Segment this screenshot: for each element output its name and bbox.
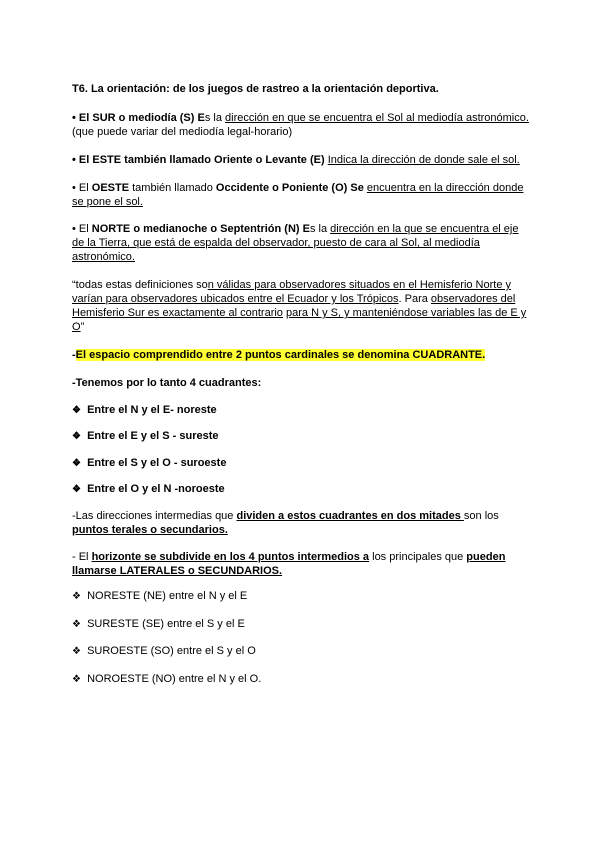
term-este: El ESTE también llamado Oriente o Levante (E): [78, 154, 325, 166]
list-item: ❖ SURESTE (SE) entre el S y el E: [72, 618, 245, 630]
definition-norte: dirección en la que se encuentra el eje de la Tierra, que está de espalda del observador, puesto de cara al Sol, al mediodía astronómico.: [72, 223, 519, 263]
diamond-bullet-icon: ❖: [72, 646, 81, 657]
term-sur: El SUR o mediodía (S) E: [78, 112, 205, 124]
highlighted-cuadrante: El espacio comprendido entre 2 puntos cardinales se denomina CUADRANTE.: [75, 349, 486, 361]
term-norte: NORTE o medianoche o Septentrión (N) E: [91, 223, 310, 235]
list-item: ❖ Entre el N y el E- noreste: [72, 404, 217, 416]
definition-oeste: encuentra en la dirección donde se pone el sol.: [72, 182, 524, 208]
quote-sur: observadores del Hemisferio Sur es exactamente al contrario: [72, 293, 516, 319]
document-title: T6. La orientación: de los juegos de rastreo a la orientación deportiva.: [72, 83, 439, 95]
note-sur: (que puede variar del mediodía legal-horario): [72, 126, 293, 138]
bullet: •: [72, 112, 76, 124]
diamond-bullet-icon: ❖: [72, 674, 81, 685]
diamond-bullet-icon: ❖: [72, 591, 81, 602]
paragraph-sur: • El SUR o mediodía (S) Es la dirección en que se encuentra el Sol al mediodía astronómico. (que puede variar del mediodía legal-horario): [72, 112, 529, 138]
list-item: ❖ Entre el E y el S - sureste: [72, 430, 219, 442]
paragraph-oeste: • El OESTE también llamado Occidente o Poniente (O) Se encuentra en la dirección donde se pone el sol.: [72, 182, 524, 208]
cuadrantes-intro: -Tenemos por lo tanto 4 cuadrantes:: [72, 377, 262, 389]
term-occidente: Occidente o Poniente (O): [215, 182, 348, 194]
quote-norte: n válidas para observadores situados en el Hemisferio Norte y varían para observadores ubicados entre el Ecuador y los Trópicos: [72, 279, 512, 305]
paragraph-quote: “todas estas definiciones son válidas para observadores situados en el Hemisferio Norte y varían para observadores ubicados entre el Ecuador y los Trópicos. Para observadores del Hemisferio Sur es exactamente al contrario para N y S, y manteniéndose variables las de E y O”: [72, 279, 527, 333]
paragraph-este: [72, 153, 520, 167]
diamond-bullet-icon: ❖: [72, 458, 81, 469]
diamond-bullet-icon: ❖: [72, 619, 81, 630]
diamond-bullet-icon: ❖: [72, 405, 81, 416]
list-item: ❖ Entre el O y el N -noroeste: [72, 483, 225, 495]
quote-variables: para N y S, y manteniéndose variables las de E y O: [72, 307, 527, 333]
paragraph-intermedias: -Las direcciones intermedias que dividen a estos cuadrantes en dos mitades son los puntos terales o secundarios.: [72, 510, 499, 536]
paragraph-norte: • El NORTE o medianoche o Septentrión (N) Es la dirección en la que se encuentra el eje de la Tierra, que está de espalda del observador, puesto de cara al Sol, al mediodía astronómico.: [72, 223, 519, 263]
list-item: ❖ SUROESTE (SO) entre el S y el O: [72, 645, 256, 657]
paragraph-horizonte: - El horizonte se subdivide en los 4 puntos intermedios a los principales que pueden llamarse LATERALES o SECUNDARIOS.: [72, 551, 506, 577]
diamond-bullet-icon: ❖: [72, 484, 81, 495]
bullet: •: [72, 154, 76, 166]
list-item: ❖ Entre el S y el O - suroeste: [72, 457, 227, 469]
bullet: •: [72, 223, 76, 235]
term-oeste: OESTE: [91, 182, 130, 194]
diamond-bullet-icon: ❖: [72, 431, 81, 442]
definition-este: Indica la dirección de donde sale el sol.: [327, 154, 520, 166]
definition-sur: dirección en que se encuentra el Sol al mediodía astronómico.: [225, 112, 529, 124]
list-item: ❖ NORESTE (NE) entre el N y el E: [72, 590, 248, 602]
list-item: ❖ NOROESTE (NO) entre el N y el O.: [72, 673, 262, 685]
bullet: •: [72, 182, 76, 194]
paragraph-cuadrante: -El espacio comprendido entre 2 puntos cardinales se denomina CUADRANTE.: [72, 349, 486, 361]
